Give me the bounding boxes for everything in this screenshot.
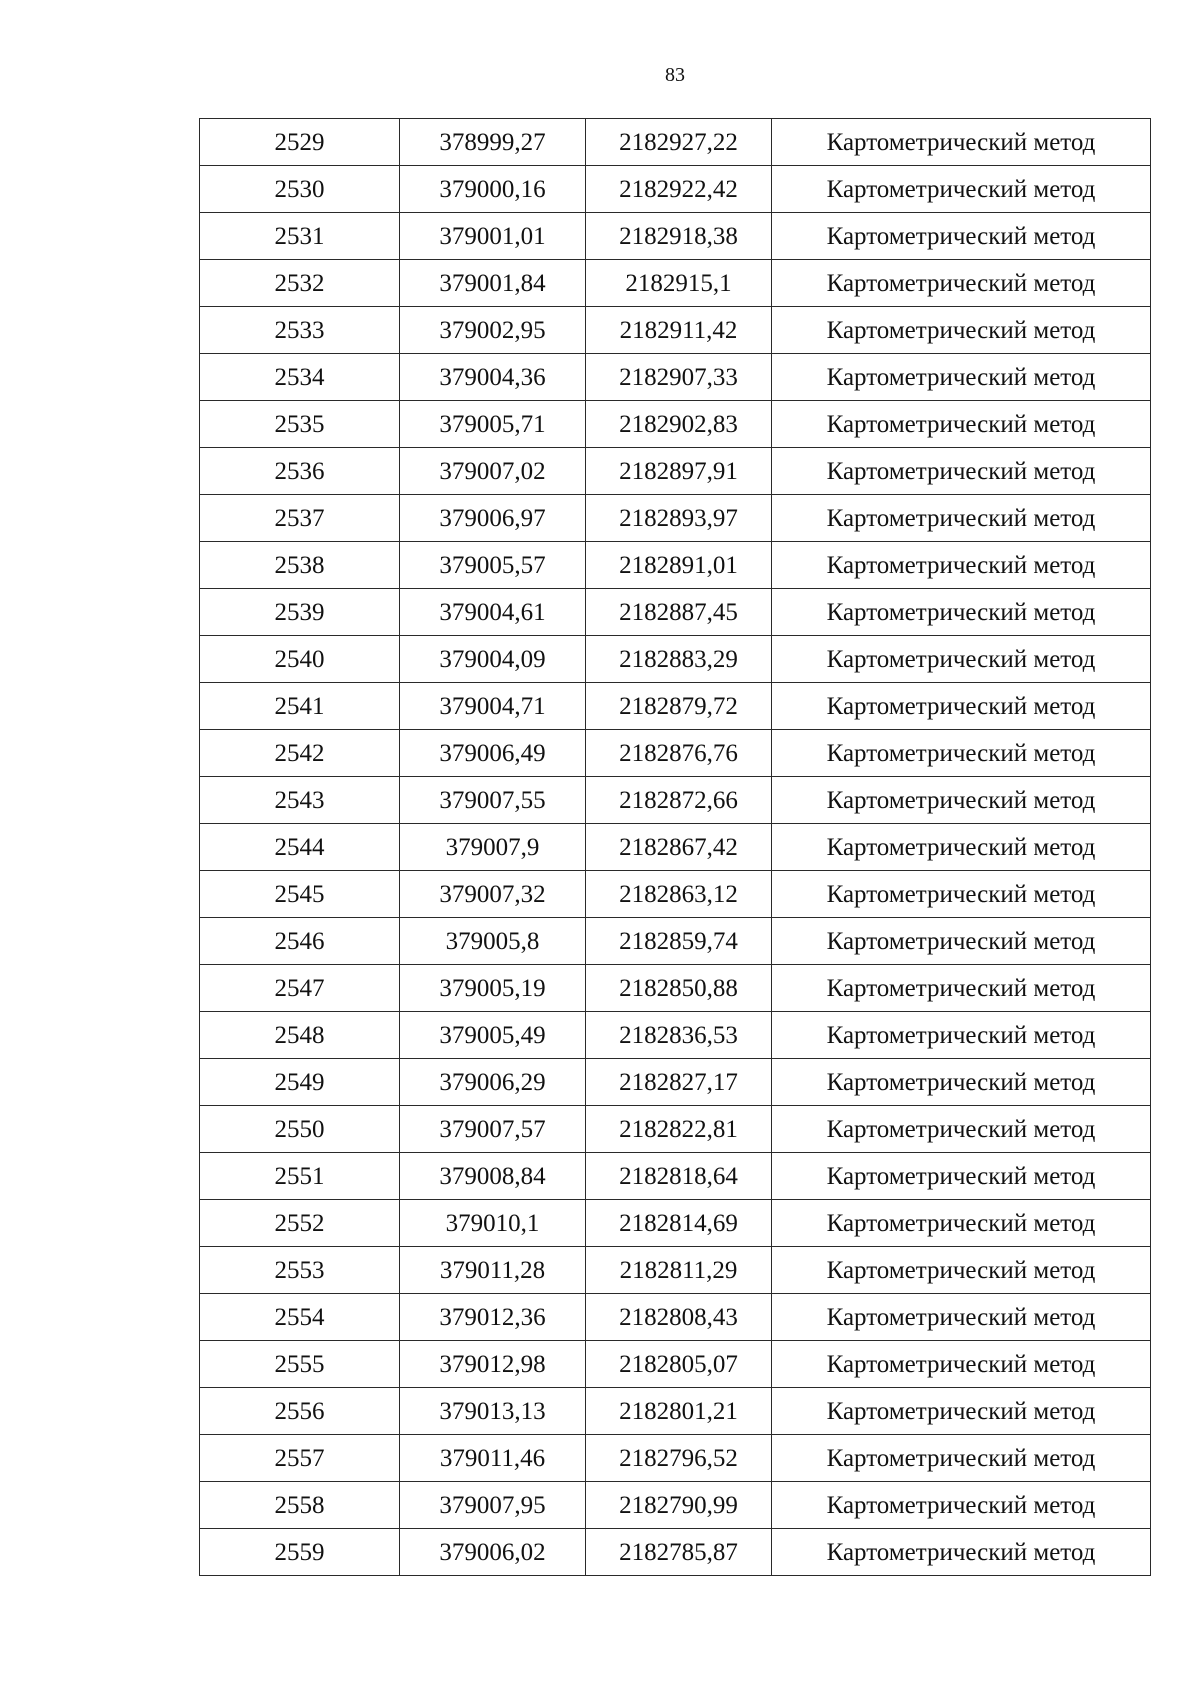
point-number-cell: 2529 (200, 119, 400, 166)
y-coordinate-cell: 2182891,01 (586, 542, 772, 589)
x-coordinate-cell: 379007,57 (400, 1106, 586, 1153)
method-cell: Картометрический метод (772, 1247, 1151, 1294)
y-coordinate-cell: 2182883,29 (586, 636, 772, 683)
y-coordinate-cell: 2182863,12 (586, 871, 772, 918)
method-cell: Картометрический метод (772, 495, 1151, 542)
y-coordinate-cell: 2182808,43 (586, 1294, 772, 1341)
table-row (200, 213, 1151, 260)
table-row (200, 777, 1151, 824)
y-coordinate-cell: 2182887,45 (586, 589, 772, 636)
table-row (200, 1529, 1151, 1576)
x-coordinate-cell: 379004,71 (400, 683, 586, 730)
point-number-cell: 2555 (200, 1341, 400, 1388)
point-number-cell: 2549 (200, 1059, 400, 1106)
point-number-cell: 2541 (200, 683, 400, 730)
x-coordinate-cell: 379005,57 (400, 542, 586, 589)
point-number-cell: 2535 (200, 401, 400, 448)
table-row (200, 1388, 1151, 1435)
method-cell: Картометрический метод (772, 1529, 1151, 1576)
x-coordinate-cell: 379005,71 (400, 401, 586, 448)
point-number-cell: 2543 (200, 777, 400, 824)
x-coordinate-cell: 379007,9 (400, 824, 586, 871)
table-row (200, 683, 1151, 730)
y-coordinate-cell: 2182814,69 (586, 1200, 772, 1247)
x-coordinate-cell: 379001,84 (400, 260, 586, 307)
table-row (200, 965, 1151, 1012)
x-coordinate-cell: 379004,61 (400, 589, 586, 636)
table-row (200, 1435, 1151, 1482)
method-cell: Картометрический метод (772, 1012, 1151, 1059)
y-coordinate-cell: 2182836,53 (586, 1012, 772, 1059)
table-row (200, 119, 1151, 166)
point-number-cell: 2551 (200, 1153, 400, 1200)
y-coordinate-cell: 2182818,64 (586, 1153, 772, 1200)
y-coordinate-cell: 2182827,17 (586, 1059, 772, 1106)
y-coordinate-cell: 2182805,07 (586, 1341, 772, 1388)
y-coordinate-cell: 2182911,42 (586, 307, 772, 354)
method-cell: Картометрический метод (772, 1153, 1151, 1200)
table-row (200, 401, 1151, 448)
method-cell: Картометрический метод (772, 1341, 1151, 1388)
table-row (200, 448, 1151, 495)
table-row (200, 1482, 1151, 1529)
page-number: 83 (665, 64, 685, 86)
method-cell: Картометрический метод (772, 354, 1151, 401)
table-row (200, 918, 1151, 965)
table-row (200, 1200, 1151, 1247)
table-row (200, 354, 1151, 401)
table-row (200, 730, 1151, 777)
table-row (200, 495, 1151, 542)
table-row (200, 307, 1151, 354)
x-coordinate-cell: 379011,28 (400, 1247, 586, 1294)
y-coordinate-cell: 2182915,1 (586, 260, 772, 307)
y-coordinate-cell: 2182922,42 (586, 166, 772, 213)
method-cell: Картометрический метод (772, 166, 1151, 213)
point-number-cell: 2530 (200, 166, 400, 213)
y-coordinate-cell: 2182801,21 (586, 1388, 772, 1435)
table-row (200, 589, 1151, 636)
table-row (200, 1247, 1151, 1294)
table-row (200, 1294, 1151, 1341)
x-coordinate-cell: 379010,1 (400, 1200, 586, 1247)
x-coordinate-cell: 379006,49 (400, 730, 586, 777)
method-cell: Картометрический метод (772, 542, 1151, 589)
table-row (200, 542, 1151, 589)
x-coordinate-cell: 379007,95 (400, 1482, 586, 1529)
point-number-cell: 2557 (200, 1435, 400, 1482)
method-cell: Картометрический метод (772, 777, 1151, 824)
method-cell: Картометрический метод (772, 871, 1151, 918)
x-coordinate-cell: 379007,02 (400, 448, 586, 495)
x-coordinate-cell: 379013,13 (400, 1388, 586, 1435)
x-coordinate-cell: 379011,46 (400, 1435, 586, 1482)
y-coordinate-cell: 2182902,83 (586, 401, 772, 448)
y-coordinate-cell: 2182897,91 (586, 448, 772, 495)
method-cell: Картометрический метод (772, 1294, 1151, 1341)
x-coordinate-cell: 379004,09 (400, 636, 586, 683)
point-number-cell: 2537 (200, 495, 400, 542)
point-number-cell: 2552 (200, 1200, 400, 1247)
y-coordinate-cell: 2182918,38 (586, 213, 772, 260)
x-coordinate-cell: 379012,98 (400, 1341, 586, 1388)
method-cell: Картометрический метод (772, 730, 1151, 777)
method-cell: Картометрический метод (772, 918, 1151, 965)
point-number-cell: 2533 (200, 307, 400, 354)
table-row (200, 260, 1151, 307)
method-cell: Картометрический метод (772, 213, 1151, 260)
method-cell: Картометрический метод (772, 1106, 1151, 1153)
method-cell: Картометрический метод (772, 448, 1151, 495)
x-coordinate-cell: 379007,32 (400, 871, 586, 918)
point-number-cell: 2550 (200, 1106, 400, 1153)
table-row (200, 871, 1151, 918)
coordinates-table (199, 118, 1151, 1576)
x-coordinate-cell: 379005,19 (400, 965, 586, 1012)
x-coordinate-cell: 379008,84 (400, 1153, 586, 1200)
x-coordinate-cell: 379006,02 (400, 1529, 586, 1576)
y-coordinate-cell: 2182867,42 (586, 824, 772, 871)
point-number-cell: 2544 (200, 824, 400, 871)
table-row (200, 1059, 1151, 1106)
x-coordinate-cell: 379005,49 (400, 1012, 586, 1059)
y-coordinate-cell: 2182907,33 (586, 354, 772, 401)
x-coordinate-cell: 378999,27 (400, 119, 586, 166)
y-coordinate-cell: 2182927,22 (586, 119, 772, 166)
point-number-cell: 2531 (200, 213, 400, 260)
point-number-cell: 2542 (200, 730, 400, 777)
y-coordinate-cell: 2182822,81 (586, 1106, 772, 1153)
table-row (200, 1106, 1151, 1153)
method-cell: Картометрический метод (772, 683, 1151, 730)
point-number-cell: 2538 (200, 542, 400, 589)
point-number-cell: 2548 (200, 1012, 400, 1059)
method-cell: Картометрический метод (772, 260, 1151, 307)
point-number-cell: 2546 (200, 918, 400, 965)
method-cell: Картометрический метод (772, 636, 1151, 683)
method-cell: Картометрический метод (772, 307, 1151, 354)
table-row (200, 1012, 1151, 1059)
method-cell: Картометрический метод (772, 1435, 1151, 1482)
point-number-cell: 2534 (200, 354, 400, 401)
y-coordinate-cell: 2182796,52 (586, 1435, 772, 1482)
y-coordinate-cell: 2182790,99 (586, 1482, 772, 1529)
point-number-cell: 2558 (200, 1482, 400, 1529)
point-number-cell: 2559 (200, 1529, 400, 1576)
y-coordinate-cell: 2182872,66 (586, 777, 772, 824)
point-number-cell: 2547 (200, 965, 400, 1012)
method-cell: Картометрический метод (772, 1482, 1151, 1529)
point-number-cell: 2554 (200, 1294, 400, 1341)
x-coordinate-cell: 379000,16 (400, 166, 586, 213)
point-number-cell: 2553 (200, 1247, 400, 1294)
point-number-cell: 2540 (200, 636, 400, 683)
y-coordinate-cell: 2182879,72 (586, 683, 772, 730)
method-cell: Картометрический метод (772, 401, 1151, 448)
table-row (200, 1341, 1151, 1388)
table-row (200, 166, 1151, 213)
x-coordinate-cell: 379012,36 (400, 1294, 586, 1341)
point-number-cell: 2532 (200, 260, 400, 307)
method-cell: Картометрический метод (772, 1059, 1151, 1106)
y-coordinate-cell: 2182876,76 (586, 730, 772, 777)
table-row (200, 636, 1151, 683)
x-coordinate-cell: 379006,97 (400, 495, 586, 542)
method-cell: Картометрический метод (772, 589, 1151, 636)
method-cell: Картометрический метод (772, 965, 1151, 1012)
method-cell: Картометрический метод (772, 1200, 1151, 1247)
table-body (200, 119, 1151, 1576)
x-coordinate-cell: 379004,36 (400, 354, 586, 401)
table-row (200, 824, 1151, 871)
x-coordinate-cell: 379001,01 (400, 213, 586, 260)
method-cell: Картометрический метод (772, 119, 1151, 166)
point-number-cell: 2545 (200, 871, 400, 918)
x-coordinate-cell: 379002,95 (400, 307, 586, 354)
method-cell: Картометрический метод (772, 824, 1151, 871)
x-coordinate-cell: 379007,55 (400, 777, 586, 824)
y-coordinate-cell: 2182850,88 (586, 965, 772, 1012)
x-coordinate-cell: 379006,29 (400, 1059, 586, 1106)
y-coordinate-cell: 2182785,87 (586, 1529, 772, 1576)
table-row (200, 1153, 1151, 1200)
point-number-cell: 2539 (200, 589, 400, 636)
method-cell: Картометрический метод (772, 1388, 1151, 1435)
y-coordinate-cell: 2182893,97 (586, 495, 772, 542)
point-number-cell: 2536 (200, 448, 400, 495)
x-coordinate-cell: 379005,8 (400, 918, 586, 965)
point-number-cell: 2556 (200, 1388, 400, 1435)
y-coordinate-cell: 2182811,29 (586, 1247, 772, 1294)
y-coordinate-cell: 2182859,74 (586, 918, 772, 965)
